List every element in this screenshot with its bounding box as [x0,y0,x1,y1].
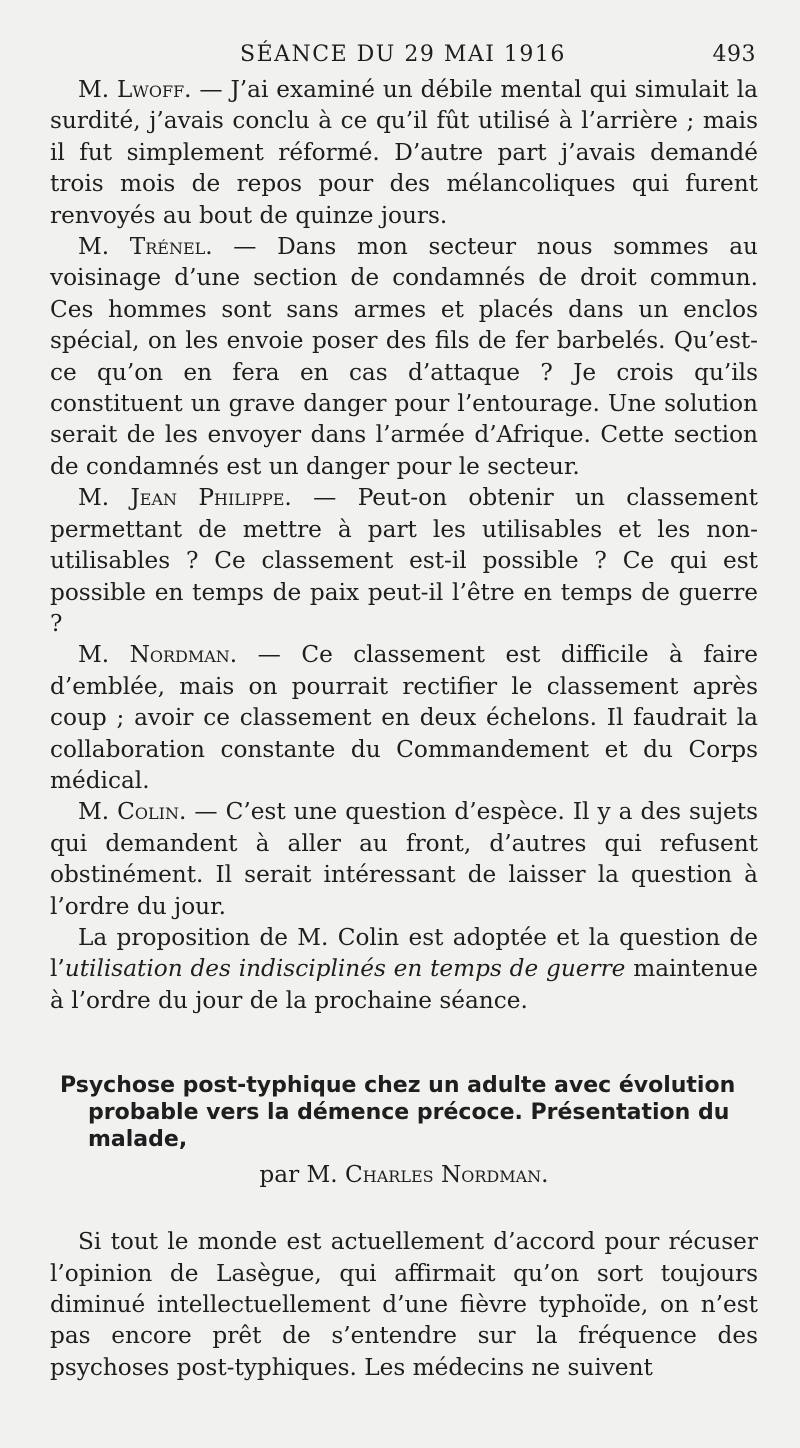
article-title: Psychose post-typhique chez un adulte avec évolution probable vers la démence précoce. Présentation du malade, [60,1073,736,1153]
speaker-name: M. Jean Philippe. [78,484,292,512]
paragraph-text: — Ce classement est difficile à faire d’emblée, mais on pourrait rectifier le classement après coup ; avoir ce classement en deux échelons. Il faudrait la collaboration constante du Commandement et du Corps médical. [50,641,758,794]
speaker-name: M. Lwoff. [78,76,192,103]
article-paragraph: Si tout le monde est actuellement d’accord pour récuser l’opinion de Lasègue, qui affirmait qu’on sort toujours diminué intellectuellement d’une fièvre typhoïde, on n’est pas encore prêt de s’entendre sur la fréquence des psychoses post-typhiques. Les médecins ne suivent [50,1228,758,1381]
resolution-text-end: maintenue à l’ordre du jour de la prochaine séance. [50,955,758,1014]
speaker-name: M. Nordman. [78,641,238,669]
resolution-text-start: La proposition de M. Colin est adoptée et la question de l’ [50,923,758,983]
article-body [50,1226,758,1383]
paragraph-nordman [50,639,758,796]
byline-prefix: par [259,1161,307,1189]
running-head: SÉANCE DU 29 MAI 1916 [240,42,566,67]
paragraph-trenel [50,231,758,482]
paragraph-jean-philippe [50,482,758,639]
paragraph-lwoff [50,74,758,231]
paragraph-text: — Dans mon secteur nous sommes au voisinage d’une section de condamnés de droit commun. Ces hommes sont sans armes et placés dans un enclos spécial, on les envoie poser des fils de fer barbelés. Qu’est-ce qu’on en fera en cas d’attaque ? Je crois qu’ils constituent un grave danger pour l’entourage. Une solution serait de les envoyer dans l’armée d’Afrique. Cette section de condamnés est un danger pour le secteur. [50,233,758,480]
article-byline [50,1161,758,1188]
paragraph-text: — Peut-on obtenir un classement permettant de mettre à part les utilisables et les non-utilisables ? Ce classement est-il possible ? Ce qui est possible en temps de paix peut-il l’être en temps de guerre ? [50,484,758,637]
page-header [50,34,758,74]
page-number: 493 [712,42,756,67]
section-gap [50,1016,758,1072]
resolution-italic-topic: utilisation des indisciplinés en temps de guerre [64,955,626,983]
paragraph-text: — C’est une question d’espèce. Il y a des sujets qui demandent à aller au front, d’autres qui refusent obstinément. Il serait intéressant de laisser la question à l’ordre du jour. [50,798,758,920]
speaker-name: M. Trénel. [78,233,213,261]
discussion-text [50,74,758,1016]
paragraph-text: — J’ai examiné un débile mental qui simulait la surdité, j’avais conclu à ce qu’il fût utilisé à l’arrière ; mais il fut simplement réformé. D’autre part j’avais demandé trois mois de repos pour des mélancoliques qui furent renvoyés au bout de quinze jours. [50,76,758,229]
paragraph-colin [50,796,758,922]
speaker-name: M. Colin. [78,798,187,826]
resolution-paragraph [50,922,758,1016]
author-name: M. Charles Nordman. [306,1161,549,1189]
